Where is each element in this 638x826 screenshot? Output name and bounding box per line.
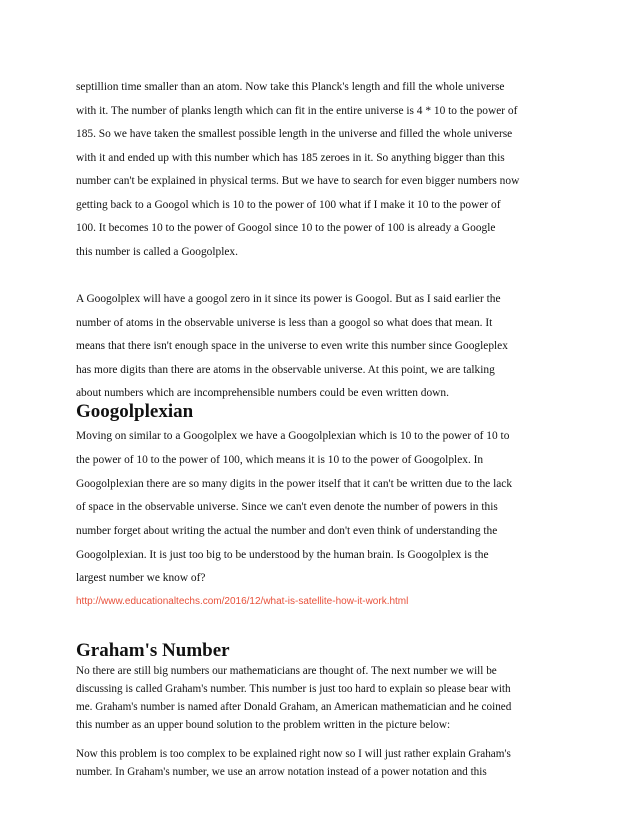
paragraph-line: No there are still big numbers our mathematicians are thought of. The next number we will be [76, 665, 497, 677]
section-heading-googolplexian: Googolplexian [76, 401, 194, 422]
paragraph-line: discussing is called Graham's number. This number is just too hard to explain so please bear with [76, 683, 511, 695]
paragraph-line: has more digits than there are atoms in the observable universe. At this point, we are talking [76, 364, 495, 376]
paragraph-line: about numbers which are incomprehensible numbers could be even written down. [76, 387, 449, 399]
paragraph-line: number of atoms in the observable universe is less than a googol so what does that mean. It [76, 317, 493, 329]
paragraph-line: of space in the observable universe. Since we can't even denote the number of powers in this [76, 501, 498, 513]
paragraph-line: Googolplexian. It is just too big to be understood by the human brain. Is Googolplex is the [76, 549, 489, 561]
paragraph-line: Googolplexian there are so many digits in the power itself that it can't be written due to the lack [76, 478, 513, 490]
paragraph-line: me. Graham's number is named after Donald Graham, an American mathematician and he coined [76, 701, 512, 713]
section-heading-grahams-number: Graham's Number [76, 640, 230, 661]
paragraph-line: number. In Graham's number, we use an arrow notation instead of a power notation and this [76, 766, 487, 778]
paragraph-line: number can't be explained in physical terms. But we have to search for even bigger numbers now [76, 175, 520, 187]
paragraph-line: means that there isn't enough space in the universe to even write this number since Googleplex [76, 340, 508, 352]
paragraph-line: 100. It becomes 10 to the power of Googol since 10 to the power of 100 is already a Google [76, 222, 496, 234]
paragraph-line: number forget about writing the actual the number and don't even think of understanding the [76, 525, 498, 537]
paragraph-line: A Googolplex will have a googol zero in it since its power is Googol. But as I said earlier the [76, 293, 501, 305]
paragraph-line: with it. The number of planks length which can fit in the entire universe is 4 * 10 to the power of [76, 105, 518, 117]
paragraph-line: this number is called a Googolplex. [76, 246, 238, 258]
paragraph-line: this number as an upper bound solution to the problem written in the picture below: [76, 719, 451, 731]
paragraph-line: septillion time smaller than an atom. Now take this Planck's length and fill the whole universe [76, 81, 505, 93]
paragraph-line: 185. So we have taken the smallest possible length in the universe and filled the whole universe [76, 128, 513, 140]
paragraph-line: Now this problem is too complex to be explained right now so I will just rather explain Graham's [76, 748, 511, 760]
paragraph-line: with it and ended up with this number which has 185 zeroes in it. So anything bigger than this [76, 152, 505, 164]
paragraph-line: largest number we know of? [76, 572, 206, 584]
paragraph-line: Moving on similar to a Googolplex we have a Googolplexian which is 10 to the power of 10 to [76, 430, 510, 442]
source-link[interactable]: http://www.educationaltechs.com/2016/12/what-is-satellite-how-it-work.html [76, 596, 409, 607]
paragraph-line: the power of 10 to the power of 100, which means it is 10 to the power of Googolplex. In [76, 454, 484, 466]
paragraph-line: getting back to a Googol which is 10 to the power of 100 what if I make it 10 to the power of [76, 199, 501, 211]
